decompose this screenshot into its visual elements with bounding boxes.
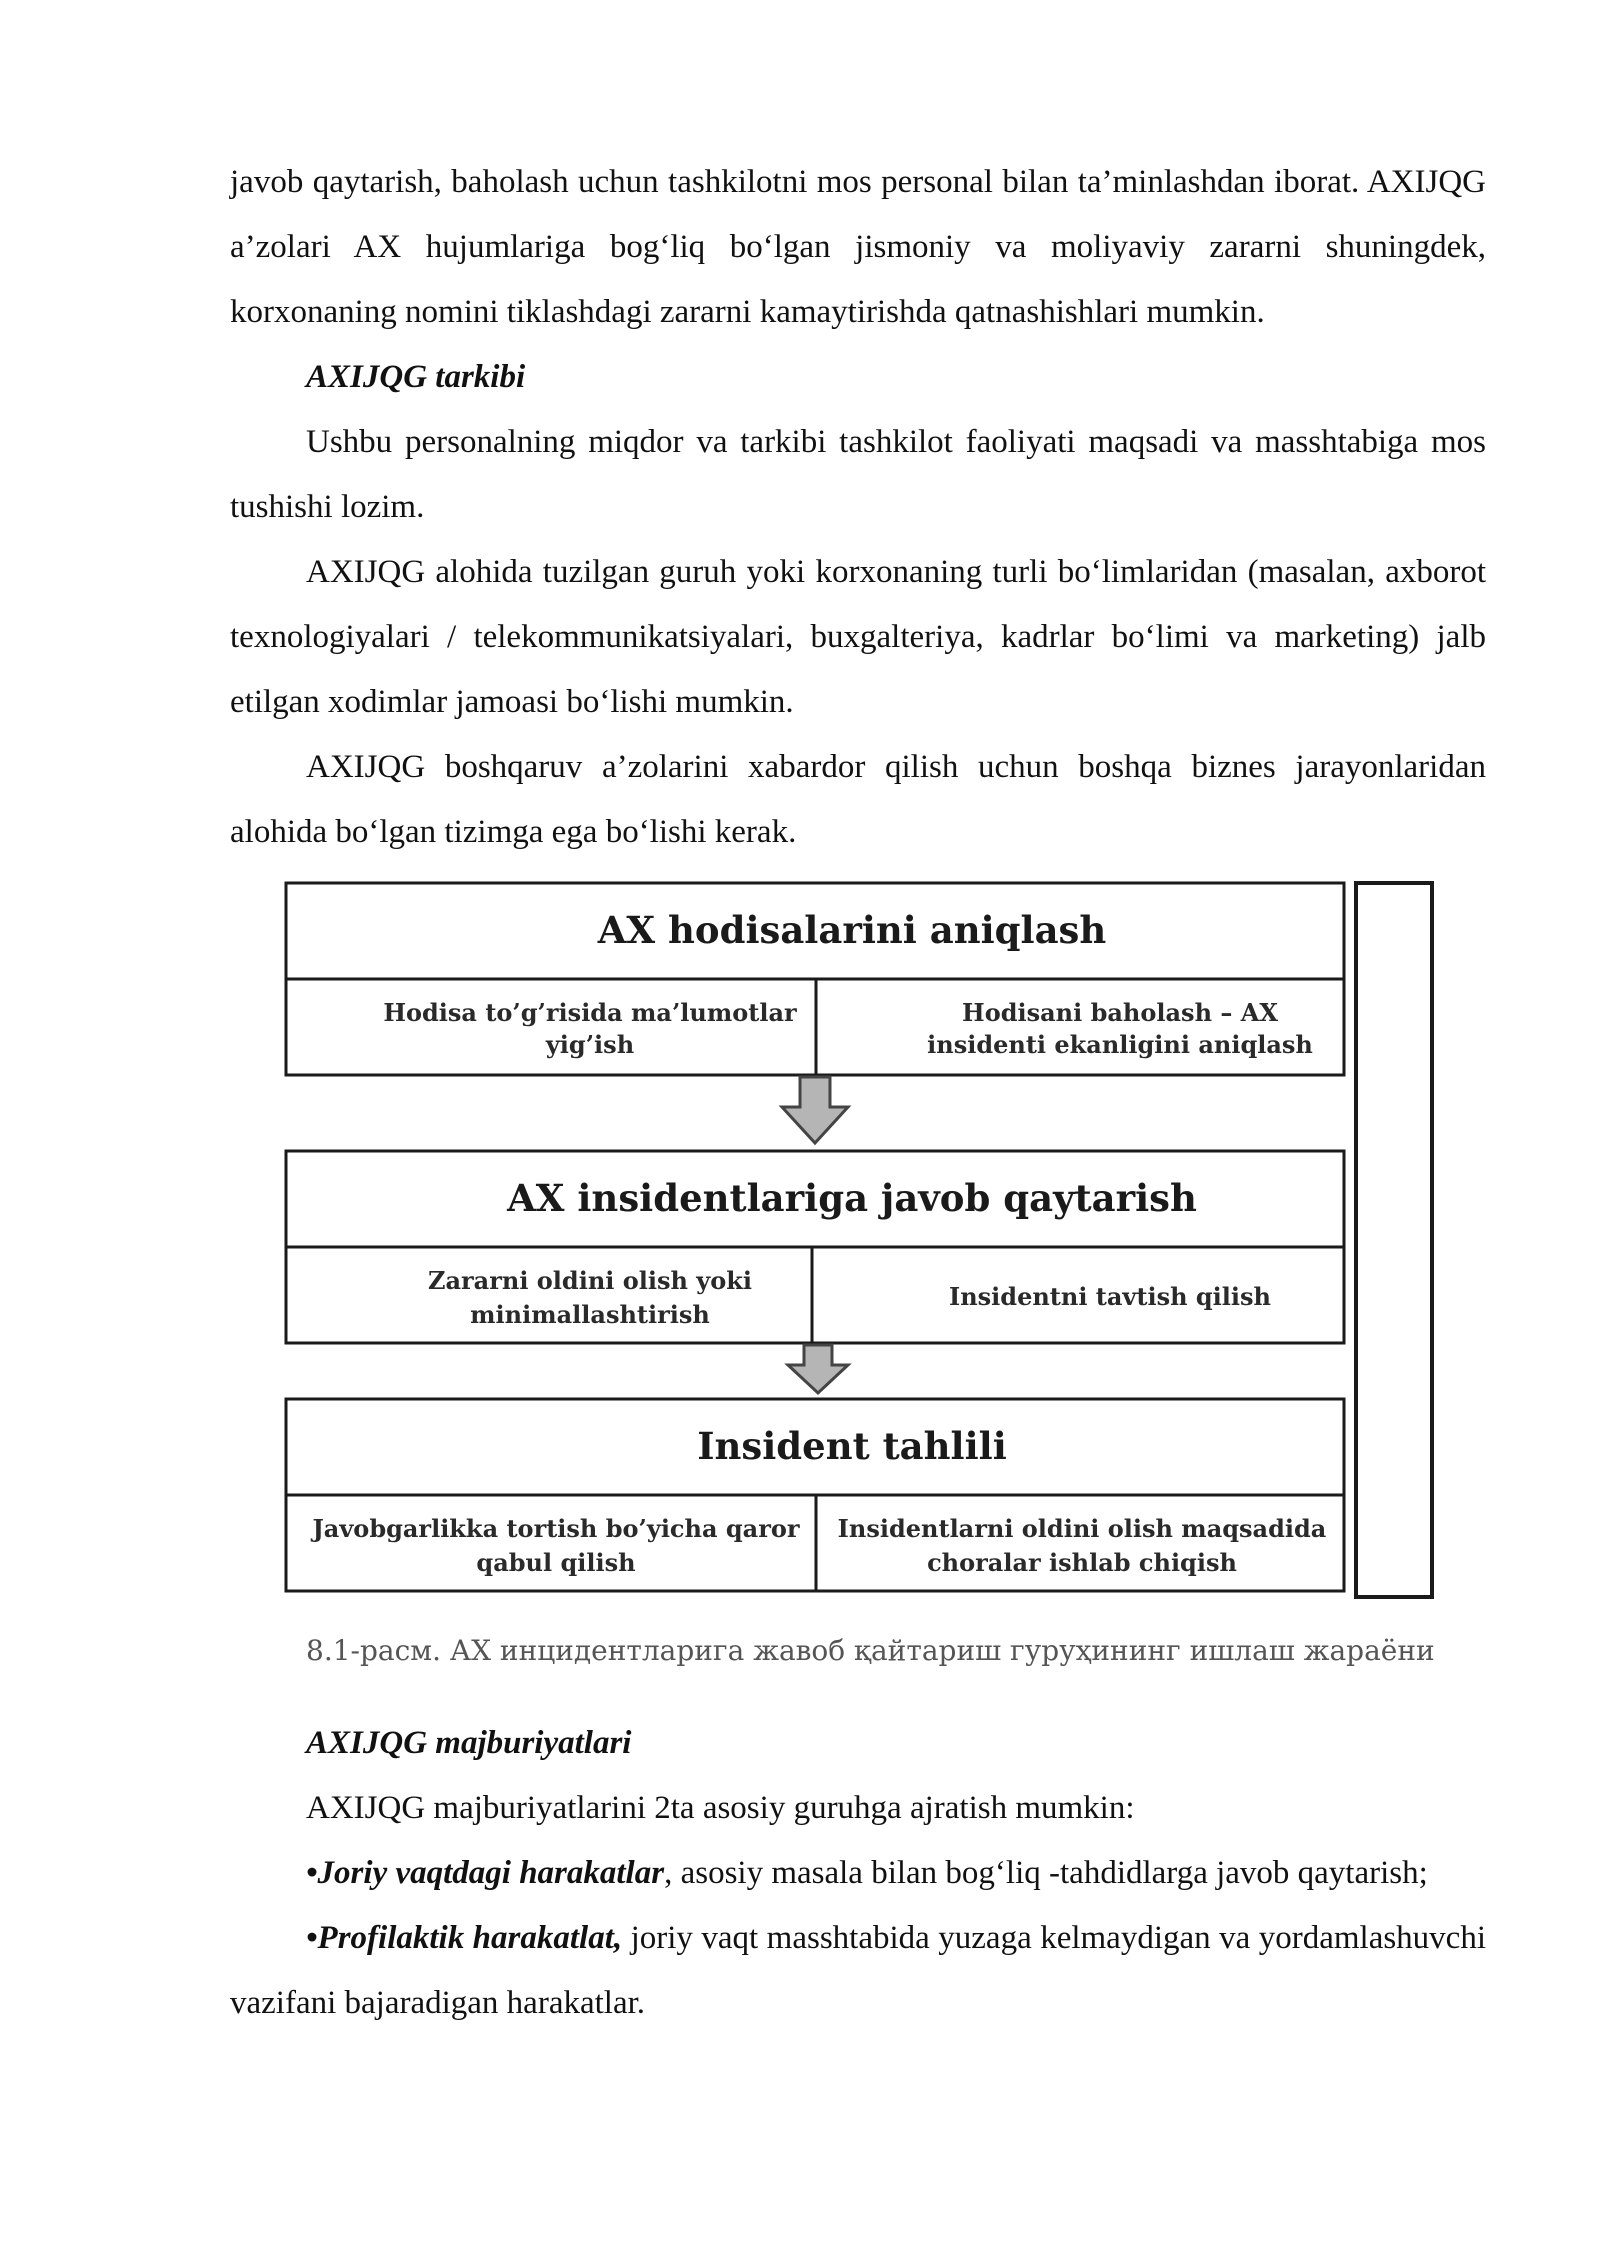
stage-title: Insident tahlili	[697, 1424, 1007, 1468]
diagram-svg	[230, 881, 1486, 1641]
stage-response	[286, 1151, 1344, 1343]
stage-detection	[286, 883, 1344, 1075]
paragraph: javob qaytarish, baholash uchun tashkilotni mos personal bilan ta’minlashdan iborat. AXIJQG a’zolari AX hujumlariga bog‘liq bo‘lgan jismoniy va moliyaviy zararni shuningdek, korxonaning nomini tiklashdagi zararni kamaytirishda qatnashishlari mumkin.	[230, 164, 1486, 330]
substep-label: minimallashtirish	[470, 1300, 710, 1329]
substep-label: yig’ish	[545, 1030, 635, 1059]
substep-label: choralar ishlab chiqish	[927, 1548, 1237, 1577]
process-diagram	[230, 881, 1486, 1711]
paragraph: AXIJQG majburiyatlarini 2ta asosiy guruhga ajratish mumkin:	[306, 1790, 1135, 1826]
stage-analysis	[286, 1399, 1344, 1591]
substep-box	[286, 979, 816, 1075]
substep-label: Javobgarlikka tortish bo’yicha qaror	[312, 1514, 800, 1543]
bullet-item	[230, 1906, 1486, 2036]
substep-label: Insidentlarni oldini olish maqsadida	[837, 1514, 1327, 1543]
substep-label: insidenti ekanligini aniqlash	[927, 1030, 1313, 1059]
figure-caption: 8.1-расм. АХ инцидентларига жавоб қайтариш гуруҳининг ишлаш жараёни	[306, 1634, 1435, 1667]
section-heading: AXIJQG tarkibi	[306, 359, 526, 395]
substep-label: Insidentni tavtish qilish	[948, 1282, 1272, 1311]
bullet-item	[230, 1841, 1486, 1906]
substep-label: Hodisani baholash – AX	[962, 998, 1278, 1027]
bullet-text: joriy vaqt masshtabida yuzaga kelmaydigan va yordamlashuvchi vazifani bajaradigan harakatlar.	[230, 1920, 1486, 2021]
substep-box	[816, 979, 1344, 1075]
down-arrow-icon	[782, 1077, 848, 1143]
stage-title: AX insidentlariga javob qaytarish	[507, 1176, 1197, 1220]
down-arrow-icon	[788, 1345, 848, 1393]
substep-label: qabul qilish	[476, 1548, 636, 1577]
stage-title: AX hodisalarini aniqlash	[597, 908, 1107, 952]
bullet-term: •Profilaktik harakatlat,	[306, 1920, 623, 1956]
paragraph: AXIJQG boshqaruv a’zolarini xabardor qilish uchun boshqa biznes jarayonlaridan alohida bo‘lgan tizimga ega bo‘lishi kerak.	[230, 749, 1486, 850]
document-page	[230, 150, 1486, 2036]
substep-label: Hodisa to’g’risida ma’lumotlar	[383, 998, 797, 1027]
side-bracket	[1356, 883, 1432, 1597]
bullet-term: •Joriy vaqtdagi harakatlar	[306, 1855, 665, 1891]
paragraph: AXIJQG alohida tuzilgan guruh yoki korxonaning turli bo‘limlaridan (masalan, axborot texnologiyalari / telekommunikatsiyalari, buxgalteriya, kadrlar bo‘limi va marketing) jalb etilgan xodimlar jamoasi bo‘lishi mumkin.	[230, 554, 1486, 720]
paragraph: Ushbu personalning miqdor va tarkibi tashkilot faoliyati maqsadi va masshtabiga mos tushishi lozim.	[230, 424, 1486, 525]
substep-label: Zararni oldini olish yoki	[427, 1266, 753, 1295]
bullet-text: , asosiy masala bilan bog‘liq -tahdidlarga javob qaytarish;	[664, 1855, 1428, 1891]
section-heading: AXIJQG majburiyatlari	[306, 1725, 632, 1761]
